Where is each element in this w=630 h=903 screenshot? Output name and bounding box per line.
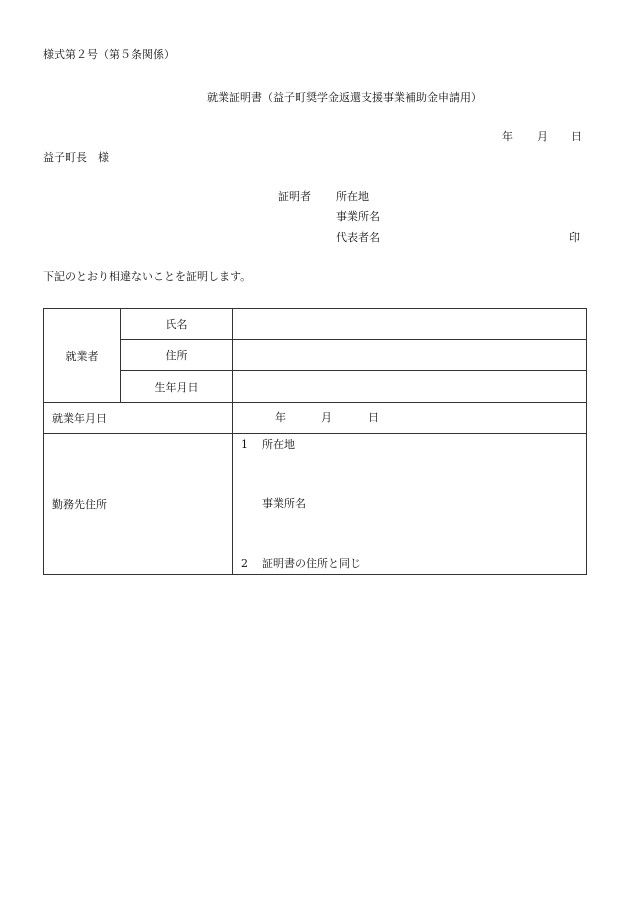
document-title: 就業証明書（益子町奨学金返還支援事業補助金申請用） xyxy=(207,91,482,104)
workplace-row xyxy=(44,434,587,575)
workplace-option1-number: 1 xyxy=(241,438,248,451)
date-day: 日 xyxy=(571,130,582,143)
statement: 下記のとおり相違ないことを証明します。 xyxy=(43,270,252,283)
employment-date-month: 月 xyxy=(321,411,332,424)
workplace-field[interactable] xyxy=(233,434,587,575)
workplace-option1-location: 所在地 xyxy=(262,438,295,451)
certifier-office-label: 事業所名 xyxy=(336,210,380,223)
address-row xyxy=(44,340,587,371)
workplace-option2-text: 証明書の住所と同じ xyxy=(262,557,361,570)
certifier-representative-label: 代表者名 xyxy=(336,231,380,244)
name-row xyxy=(44,309,587,340)
form-number: 様式第２号（第５条関係） xyxy=(43,48,175,61)
certifier-label: 証明者 xyxy=(278,190,311,203)
date-year: 年 xyxy=(502,130,513,143)
birthdate-label: 生年月日 xyxy=(121,371,233,403)
birthdate-field[interactable] xyxy=(233,371,587,403)
employment-date-year: 年 xyxy=(275,411,286,424)
workplace-label: 勤務先住所 xyxy=(44,434,233,575)
date-month: 月 xyxy=(537,130,548,143)
birthdate-row xyxy=(44,371,587,403)
addressee: 益子町長 様 xyxy=(43,151,109,164)
workplace-option1-office: 事業所名 xyxy=(262,497,306,510)
address-label: 住所 xyxy=(121,340,233,371)
employment-date-field[interactable] xyxy=(233,403,587,434)
name-label: 氏名 xyxy=(121,309,233,340)
employment-date-label: 就業年月日 xyxy=(44,403,233,434)
workplace-option2-number: 2 xyxy=(241,557,248,570)
address-field[interactable] xyxy=(233,340,587,371)
employment-date-day: 日 xyxy=(368,411,379,424)
name-field[interactable] xyxy=(233,309,587,340)
employment-date-row xyxy=(44,403,587,434)
employee-label: 就業者 xyxy=(44,309,121,403)
certifier-location-label: 所在地 xyxy=(336,190,369,203)
seal-mark: 印 xyxy=(569,231,580,244)
certificate-table xyxy=(43,308,587,575)
